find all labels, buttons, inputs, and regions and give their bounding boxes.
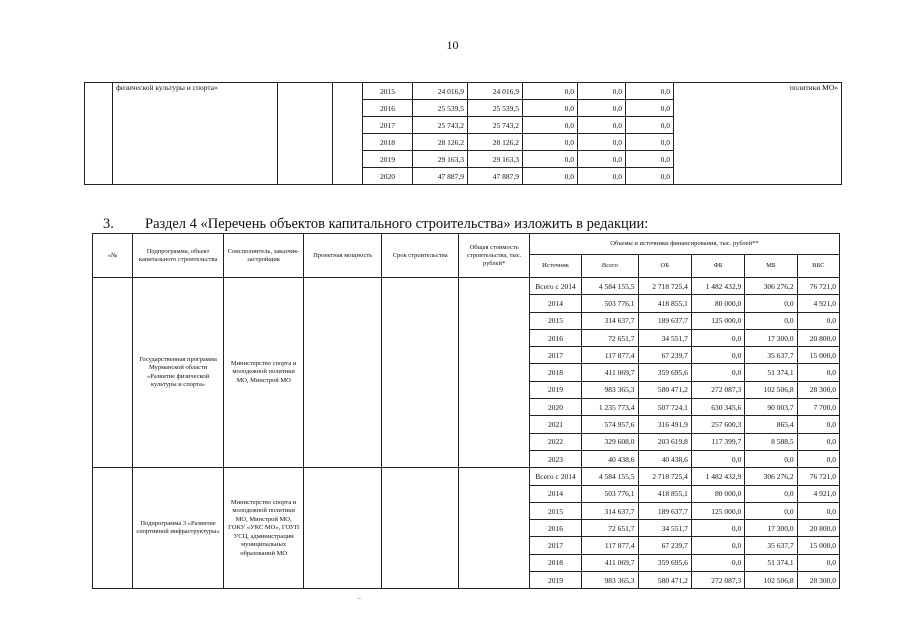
value-cell: 47 887,9: [413, 168, 468, 185]
right-note: политики МО»: [674, 83, 842, 185]
value-cell: 0,0: [578, 168, 626, 185]
value-cell: 272 087,3: [691, 572, 744, 589]
value-cell: 80 000,0: [691, 295, 744, 312]
capital-construction-table: [92, 233, 840, 589]
value-cell: 865,4: [745, 416, 797, 433]
value-cell: 4 921,0: [797, 485, 839, 502]
value-cell: 25 539,5: [468, 100, 523, 117]
value-cell: 411 069,7: [582, 364, 638, 381]
year-cell: 2016: [363, 100, 413, 117]
value-cell: 0,0: [578, 134, 626, 151]
value-cell: 272 087,3: [691, 381, 744, 398]
value-cell: 0,0: [745, 485, 797, 502]
cost-cell: [459, 278, 529, 468]
value-cell: 20 800,0: [797, 329, 839, 346]
value-cell: 2 718 725,4: [638, 278, 691, 295]
value-cell: 0,0: [578, 100, 626, 117]
value-cell: 0,0: [797, 312, 839, 329]
year-cell: 2019: [363, 151, 413, 168]
source-cell: 2017: [529, 347, 581, 364]
value-cell: 0,0: [797, 433, 839, 450]
value-cell: 0,0: [691, 554, 744, 571]
source-cell: 2014: [529, 485, 581, 502]
value-cell: 28 300,0: [797, 572, 839, 589]
cost-cell: [459, 468, 529, 589]
capacity-cell: [304, 468, 382, 589]
source-cell: 2023: [529, 450, 581, 467]
table-row: [93, 468, 840, 485]
value-cell: 15 000,0: [797, 537, 839, 554]
source-cell: 2017: [529, 537, 581, 554]
source-cell: 2020: [529, 399, 581, 416]
value-cell: 0,0: [797, 416, 839, 433]
spacer-cell: [333, 83, 363, 185]
value-cell: 316 491,9: [638, 416, 691, 433]
value-cell: 0,0: [797, 450, 839, 467]
value-cell: 29 163,3: [413, 151, 468, 168]
value-cell: 102 506,8: [745, 381, 797, 398]
value-cell: 67 239,7: [638, 347, 691, 364]
value-cell: 983 365,3: [582, 572, 638, 589]
value-cell: 0,0: [745, 312, 797, 329]
header-ob: ОБ: [638, 255, 691, 278]
value-cell: 76 721,0: [797, 468, 839, 485]
value-cell: 359 695,6: [638, 554, 691, 571]
coexecutor-cell: Министерство спорта и молодежной политики МО, Минстрой МО, ГОКУ «УКС МО», ГОУП УСЦ, администрации муниципальных образований МО: [223, 468, 304, 589]
value-cell: 189 637,7: [638, 312, 691, 329]
value-cell: 35 637,7: [745, 347, 797, 364]
source-cell: 2014: [529, 295, 581, 312]
value-cell: 25 743,2: [413, 117, 468, 134]
value-cell: 0,0: [626, 151, 674, 168]
value-cell: 0,0: [523, 151, 578, 168]
value-cell: 17 300,0: [745, 329, 797, 346]
num-cell: [93, 468, 133, 589]
source-cell: 2018: [529, 364, 581, 381]
header-total: Всего: [582, 255, 638, 278]
value-cell: 418 855,1: [638, 485, 691, 502]
value-cell: 306 276,2: [745, 278, 797, 295]
header-capacity: Проектная мощность: [304, 234, 382, 278]
value-cell: 0,0: [578, 117, 626, 134]
value-cell: 72 651,7: [582, 329, 638, 346]
value-cell: 0,0: [523, 117, 578, 134]
value-cell: 0,0: [745, 450, 797, 467]
value-cell: 503 776,1: [582, 485, 638, 502]
header-vbs: ВБС: [797, 255, 839, 278]
value-cell: 28 300,0: [797, 381, 839, 398]
value-cell: 580 471,2: [638, 572, 691, 589]
program-label: физической культуры и спорта»: [113, 83, 278, 185]
continuation-table: [84, 82, 842, 185]
source-cell: Всего с 2014: [529, 278, 581, 295]
value-cell: 0,0: [626, 168, 674, 185]
scan-speck: [358, 598, 361, 599]
value-cell: 418 855,1: [638, 295, 691, 312]
program-cell: Подпрограмма 3 «Развитие спортивной инфраструктуры»: [133, 468, 224, 589]
value-cell: 51 374,1: [745, 554, 797, 571]
value-cell: 76 721,0: [797, 278, 839, 295]
value-cell: 0,0: [523, 83, 578, 100]
value-cell: 24 016,9: [413, 83, 468, 100]
section-number: 3.: [103, 216, 114, 232]
header-term: Срок строительства: [381, 234, 459, 278]
source-cell: 2022: [529, 433, 581, 450]
value-cell: 4 921,0: [797, 295, 839, 312]
value-cell: 359 695,6: [638, 364, 691, 381]
value-cell: 28 126,2: [468, 134, 523, 151]
program-cell: Государственная программа Мурманской области «Развитие физической культуры и спорта»: [133, 278, 224, 468]
value-cell: 47 887,9: [468, 168, 523, 185]
source-cell: 2019: [529, 381, 581, 398]
value-cell: 28 126,2: [413, 134, 468, 151]
header-num: «№: [93, 234, 133, 278]
value-cell: 0,0: [691, 364, 744, 381]
coexec-cell: [278, 83, 333, 185]
value-cell: 125 000,0: [691, 312, 744, 329]
table-row: [85, 83, 842, 100]
value-cell: 90 003,7: [745, 399, 797, 416]
value-cell: 306 276,2: [745, 468, 797, 485]
value-cell: 0,0: [626, 134, 674, 151]
value-cell: 0,0: [523, 134, 578, 151]
value-cell: 102 506,8: [745, 572, 797, 589]
value-cell: 25 743,2: [468, 117, 523, 134]
header-program: Подпрограмма, объект капитального строительства: [133, 234, 224, 278]
value-cell: 35 637,7: [745, 537, 797, 554]
value-cell: 0,0: [626, 83, 674, 100]
num-cell: [85, 83, 113, 185]
page-number: 10: [446, 38, 459, 52]
source-cell: 2016: [529, 329, 581, 346]
value-cell: 40 438,6: [582, 450, 638, 467]
value-cell: 34 551,7: [638, 520, 691, 537]
value-cell: 0,0: [797, 502, 839, 519]
source-cell: 2015: [529, 312, 581, 329]
value-cell: 1 482 432,9: [691, 278, 744, 295]
value-cell: 0,0: [691, 537, 744, 554]
value-cell: 574 957,6: [582, 416, 638, 433]
value-cell: 40 438,6: [638, 450, 691, 467]
value-cell: 117 877,4: [582, 347, 638, 364]
value-cell: 0,0: [626, 100, 674, 117]
source-cell: 2021: [529, 416, 581, 433]
coexecutor-cell: Министерство спорта и молодежной политики МО, Минстрой МО: [223, 278, 304, 468]
value-cell: 1 482 432,9: [691, 468, 744, 485]
source-cell: 2016: [529, 520, 581, 537]
value-cell: 580 471,2: [638, 381, 691, 398]
value-cell: 2 718 725,4: [638, 468, 691, 485]
table-row: [93, 278, 840, 295]
source-cell: Всего с 2014: [529, 468, 581, 485]
value-cell: 314 637,7: [582, 502, 638, 519]
header-coexecutor: Соисполнитель, заказчик-застройщик: [223, 234, 304, 278]
value-cell: 0,0: [745, 295, 797, 312]
value-cell: 329 608,0: [582, 433, 638, 450]
value-cell: 630 345,6: [691, 399, 744, 416]
value-cell: 0,0: [578, 83, 626, 100]
year-cell: 2017: [363, 117, 413, 134]
value-cell: 51 374,1: [745, 364, 797, 381]
source-cell: 2019: [529, 572, 581, 589]
value-cell: 189 637,7: [638, 502, 691, 519]
header-funding: Объемы и источники финансирования, тыс. рублей**: [529, 234, 839, 255]
value-cell: 0,0: [691, 450, 744, 467]
value-cell: 7 700,0: [797, 399, 839, 416]
term-cell: [381, 468, 459, 589]
value-cell: 4 584 155,5: [582, 278, 638, 295]
value-cell: 0,0: [691, 520, 744, 537]
value-cell: 4 584 155,5: [582, 468, 638, 485]
value-cell: 34 551,7: [638, 329, 691, 346]
value-cell: 0,0: [578, 151, 626, 168]
value-cell: 72 651,7: [582, 520, 638, 537]
header-source: Источник: [529, 255, 581, 278]
source-cell: 2015: [529, 502, 581, 519]
value-cell: 0,0: [797, 364, 839, 381]
capacity-cell: [304, 278, 382, 468]
value-cell: 1 235 773,4: [582, 399, 638, 416]
value-cell: 117 877,4: [582, 537, 638, 554]
value-cell: 8 588,5: [745, 433, 797, 450]
value-cell: 203 619,8: [638, 433, 691, 450]
year-cell: 2018: [363, 134, 413, 151]
header-mb: МБ: [745, 255, 797, 278]
header-fb: ФБ: [691, 255, 744, 278]
value-cell: 80 000,0: [691, 485, 744, 502]
value-cell: 17 300,0: [745, 520, 797, 537]
header-cost: Общая стоимость строительства, тыс. рублей*: [459, 234, 529, 278]
term-cell: [381, 278, 459, 468]
value-cell: 503 776,1: [582, 295, 638, 312]
value-cell: 24 016,9: [468, 83, 523, 100]
value-cell: 507 724,1: [638, 399, 691, 416]
year-cell: 2015: [363, 83, 413, 100]
year-cell: 2020: [363, 168, 413, 185]
value-cell: 117 399,7: [691, 433, 744, 450]
value-cell: 125 000,0: [691, 502, 744, 519]
value-cell: 411 069,7: [582, 554, 638, 571]
value-cell: 25 539,5: [413, 100, 468, 117]
value-cell: 983 365,3: [582, 381, 638, 398]
value-cell: 0,0: [797, 554, 839, 571]
value-cell: 20 800,0: [797, 520, 839, 537]
section-heading: [103, 216, 648, 233]
num-cell: [93, 278, 133, 468]
value-cell: 314 637,7: [582, 312, 638, 329]
value-cell: 29 163,3: [468, 151, 523, 168]
value-cell: 0,0: [691, 329, 744, 346]
value-cell: 0,0: [523, 168, 578, 185]
value-cell: 67 239,7: [638, 537, 691, 554]
value-cell: 15 000,0: [797, 347, 839, 364]
value-cell: 0,0: [523, 100, 578, 117]
value-cell: 0,0: [745, 502, 797, 519]
source-cell: 2018: [529, 554, 581, 571]
section-heading-text: Раздел 4 «Перечень объектов капитального строительства» изложить в редакции:: [145, 216, 649, 232]
value-cell: 257 600,3: [691, 416, 744, 433]
value-cell: 0,0: [691, 347, 744, 364]
value-cell: 0,0: [626, 117, 674, 134]
